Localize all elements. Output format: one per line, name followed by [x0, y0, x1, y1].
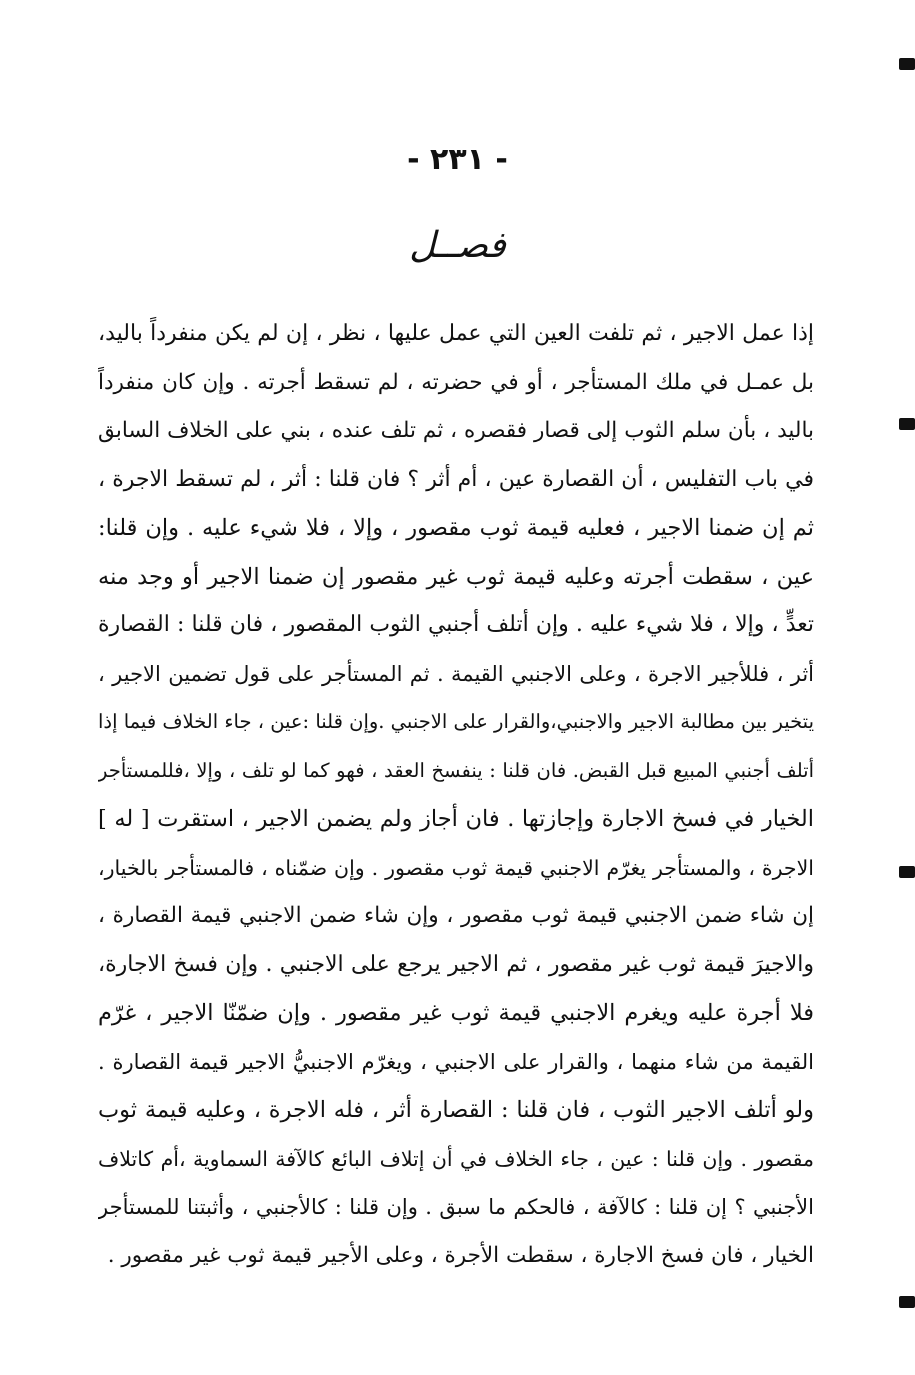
binding-mark: [899, 866, 915, 878]
text-line: والاجيرَ قيمة ثوب غير مقصور ، ثم الاجير يرجع على الاجنبي . وإن فسخ الاجارة،: [98, 951, 814, 977]
text-line: الأجنبي ؟ إن قلنا : كالآفة ، فالحكم ما سبق . وإن قلنا : كالأجنبي ، وأثبتنا للمستأجر: [98, 1195, 814, 1219]
binding-mark: [899, 1296, 915, 1308]
page-number: - ٢٣١ -: [407, 142, 508, 177]
text-line: الخيار ، فان فسخ الاجارة ، سقطت الأجرة ، وعلى الأجير قيمة ثوب غير مقصور .: [107, 1242, 814, 1268]
text-line: الاجرة ، والمستأجر يغرّم الاجنبي قيمة ثوب مقصور . وإن ضمّناه ، فالمستأجر بالخيار،: [98, 855, 814, 880]
text-line: الخيار في فسخ الاجارة وإجازتها . فان أجاز ولم يضمن الاجير ، استقرت [ له ]: [98, 806, 814, 832]
text-line: إذا عمل الاجير ، ثم تلفت العين التي عمل عليها ، نظر ، إن لم يكن منفرداً باليد،: [98, 321, 814, 346]
text-line: تعدٍّ ، وإلا ، فلا شيء عليه . وإن أتلف أجنبي الثوب المقصور ، فان قلنا : القصارة: [98, 612, 814, 637]
body-text: [98, 310, 814, 1280]
binding-mark: [899, 418, 915, 430]
binding-mark: [899, 58, 915, 70]
section-heading: فصــل: [409, 225, 506, 266]
text-line: يتخير بين مطالبة الاجير والاجنبي،والقرار على الاجنبي .وإن قلنا :عين ، جاء الخلاف فيما إذا: [98, 710, 814, 733]
text-line: ثم إن ضمنا الاجير ، فعليه قيمة ثوب مقصور ، وإلا ، فلا شيء عليه . وإن قلنا:: [98, 515, 814, 541]
text-line: مقصور . وإن قلنا : عين ، جاء الخلاف في أن إتلاف البائع كالآفة السماوية ،أم كاتلاف: [98, 1146, 814, 1171]
text-line: بل عمـل في ملك المستأجر ، أو في حضرته ، لم تسقط أجرته . وإن كان منفرداً: [98, 369, 814, 395]
text-line: عين ، سقطت أجرته وعليه قيمة ثوب غير مقصور إن ضمنا الاجير أو وجد منه: [98, 563, 814, 590]
text-line: أتلف أجنبي المبيع قبل القبض. فان قلنا : ينفسخ العقد ، فهو كما لو تلف ، وإلا ،فللمستأجر: [98, 758, 814, 782]
text-line: فلا أجرة عليه ويغرم الاجنبي قيمة ثوب غير مقصور . وإن ضمّنّا الاجير ، غرّم: [98, 1000, 814, 1026]
text-line: أثر ، فللأجير الاجرة ، وعلى الاجنبي القيمة . ثم المستأجر على قول تضمين الاجير ،: [98, 661, 814, 686]
text-line: في باب التفليس ، أن القصارة عين ، أم أثر ؟ فان قلنا : أثر ، لم تسقط الاجرة ،: [98, 466, 814, 492]
text-line: باليد ، بأن سلم الثوب إلى قصار فقصره ، ثم تلف عنده ، بني على الخلاف السابق: [98, 418, 814, 443]
text-line: إن شاء ضمن الاجنبي قيمة ثوب مقصور ، وإن شاء ضمن الاجنبي قيمة القصارة ،: [98, 903, 814, 928]
text-line: ولو أتلف الاجير الثوب ، فان قلنا : القصارة أثر ، فله الاجرة ، وعليه قيمة ثوب: [98, 1097, 814, 1123]
text-line: القيمة من شاء منهما ، والقرار على الاجنبي ، ويغرّم الاجنبيُّ الاجير قيمة القصارة .: [98, 1049, 814, 1074]
